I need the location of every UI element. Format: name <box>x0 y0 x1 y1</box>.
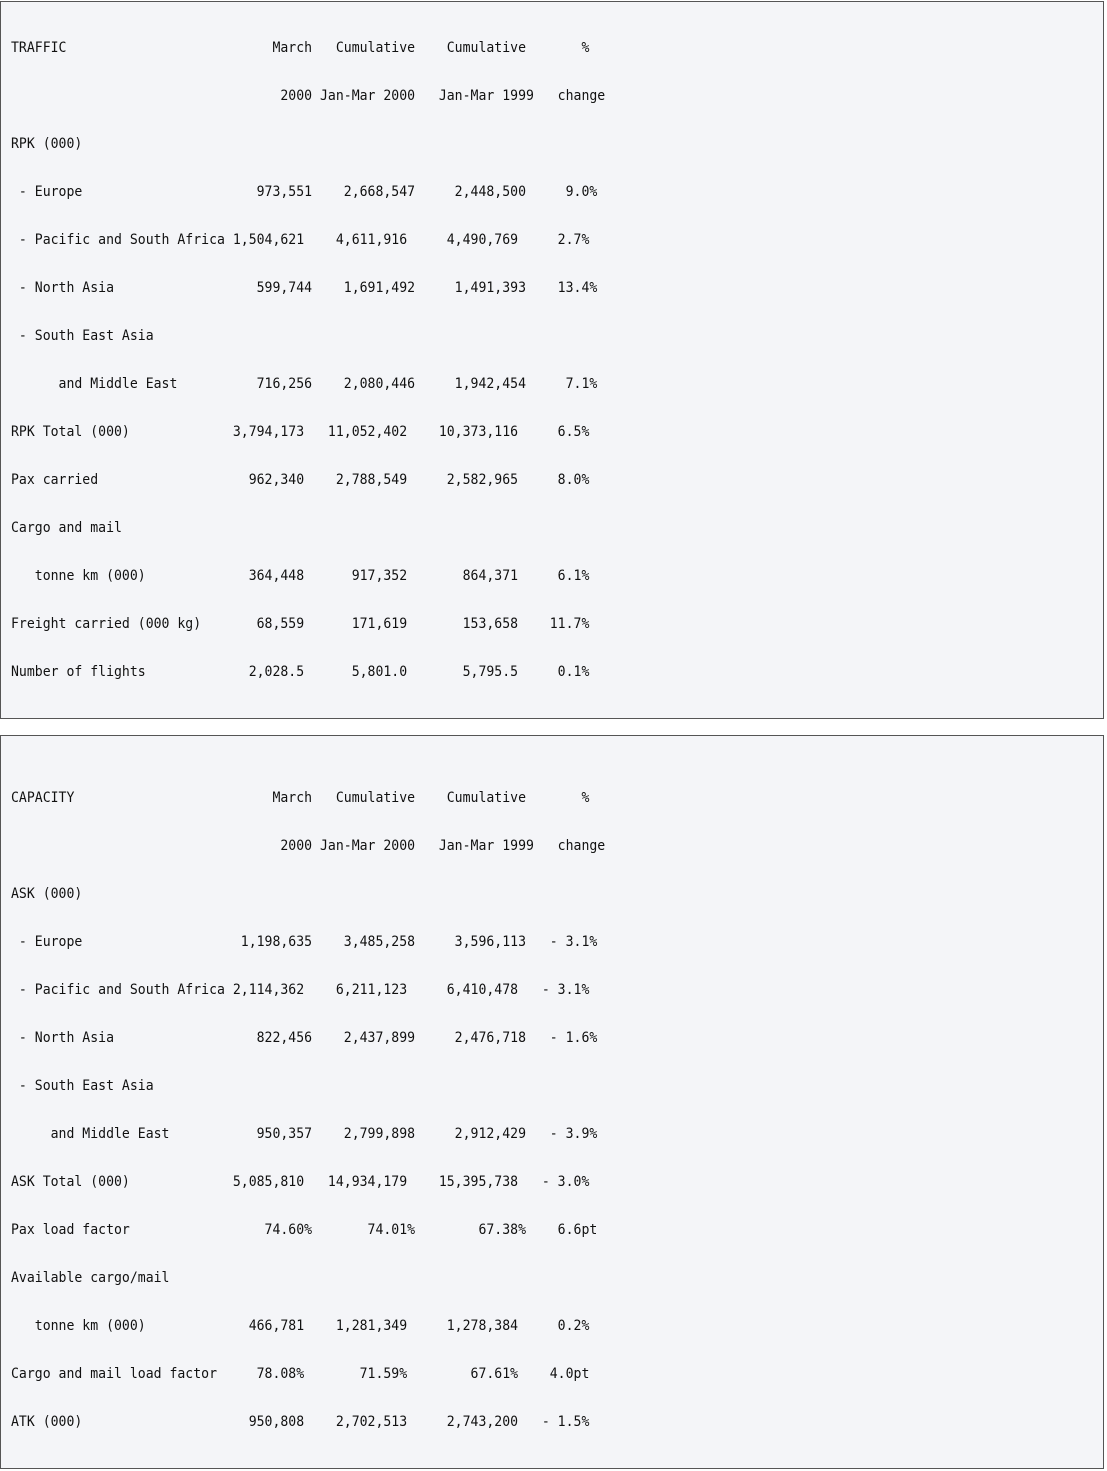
traffic-row-tonne-km: tonne km (000) 364,448 917,352 864,371 6.1% <box>11 568 590 584</box>
capacity-row-middle-east: and Middle East 950,357 2,799,898 2,912,429 - 3.9% <box>11 1126 598 1142</box>
traffic-row-rpk-heading: RPK (000) <box>11 136 83 152</box>
traffic-row-middle-east: and Middle East 716,256 2,080,446 1,942,454 7.1% <box>11 376 598 392</box>
traffic-row-number-of-flights: Number of flights 2,028.5 5,801.0 5,795.5 0.1% <box>11 664 590 680</box>
traffic-row-europe: - Europe 973,551 2,668,547 2,448,500 9.0% <box>11 184 598 200</box>
traffic-row-south-east-asia: - South East Asia <box>11 328 154 344</box>
capacity-header-line-1: CAPACITY March Cumulative Cumulative % <box>11 790 590 806</box>
capacity-row-ask-total: ASK Total (000) 5,085,810 14,934,179 15,395,738 - 3.0% <box>11 1174 590 1190</box>
capacity-row-ask-heading: ASK (000) <box>11 886 83 902</box>
capacity-row-tonne-km: tonne km (000) 466,781 1,281,349 1,278,384 0.2% <box>11 1318 590 1334</box>
capacity-row-south-east-asia: - South East Asia <box>11 1078 154 1094</box>
capacity-row-pax-load-factor: Pax load factor 74.60% 74.01% 67.38% 6.6pt <box>11 1222 598 1238</box>
capacity-row-europe: - Europe 1,198,635 3,485,258 3,596,113 - 3.1% <box>11 934 598 950</box>
capacity-table-panel <box>0 735 1104 1469</box>
traffic-row-freight-carried: Freight carried (000 kg) 68,559 171,619 153,658 11.7% <box>11 616 590 632</box>
traffic-table-panel <box>0 1 1104 719</box>
traffic-header-line-2: 2000 Jan-Mar 2000 Jan-Mar 1999 change <box>11 88 606 104</box>
traffic-row-pax-carried: Pax carried 962,340 2,788,549 2,582,965 8.0% <box>11 472 590 488</box>
traffic-row-pacific-south-africa: - Pacific and South Africa 1,504,621 4,611,916 4,490,769 2.7% <box>11 232 590 248</box>
capacity-row-north-asia: - North Asia 822,456 2,437,899 2,476,718 - 1.6% <box>11 1030 598 1046</box>
capacity-row-atk: ATK (000) 950,808 2,702,513 2,743,200 - 1.5% <box>11 1414 590 1430</box>
traffic-row-rpk-total: RPK Total (000) 3,794,173 11,052,402 10,373,116 6.5% <box>11 424 590 440</box>
capacity-row-available-cargo-mail: Available cargo/mail <box>11 1270 170 1286</box>
capacity-row-cargo-mail-load-factor: Cargo and mail load factor 78.08% 71.59% 67.61% 4.0pt <box>11 1366 590 1382</box>
capacity-row-pacific-south-africa: - Pacific and South Africa 2,114,362 6,211,123 6,410,478 - 3.1% <box>11 982 590 998</box>
capacity-header-line-2: 2000 Jan-Mar 2000 Jan-Mar 1999 change <box>11 838 606 854</box>
traffic-header-line-1: TRAFFIC March Cumulative Cumulative % <box>11 40 590 56</box>
traffic-row-north-asia: - North Asia 599,744 1,691,492 1,491,393 13.4% <box>11 280 598 296</box>
traffic-row-cargo-mail: Cargo and mail <box>11 520 122 536</box>
